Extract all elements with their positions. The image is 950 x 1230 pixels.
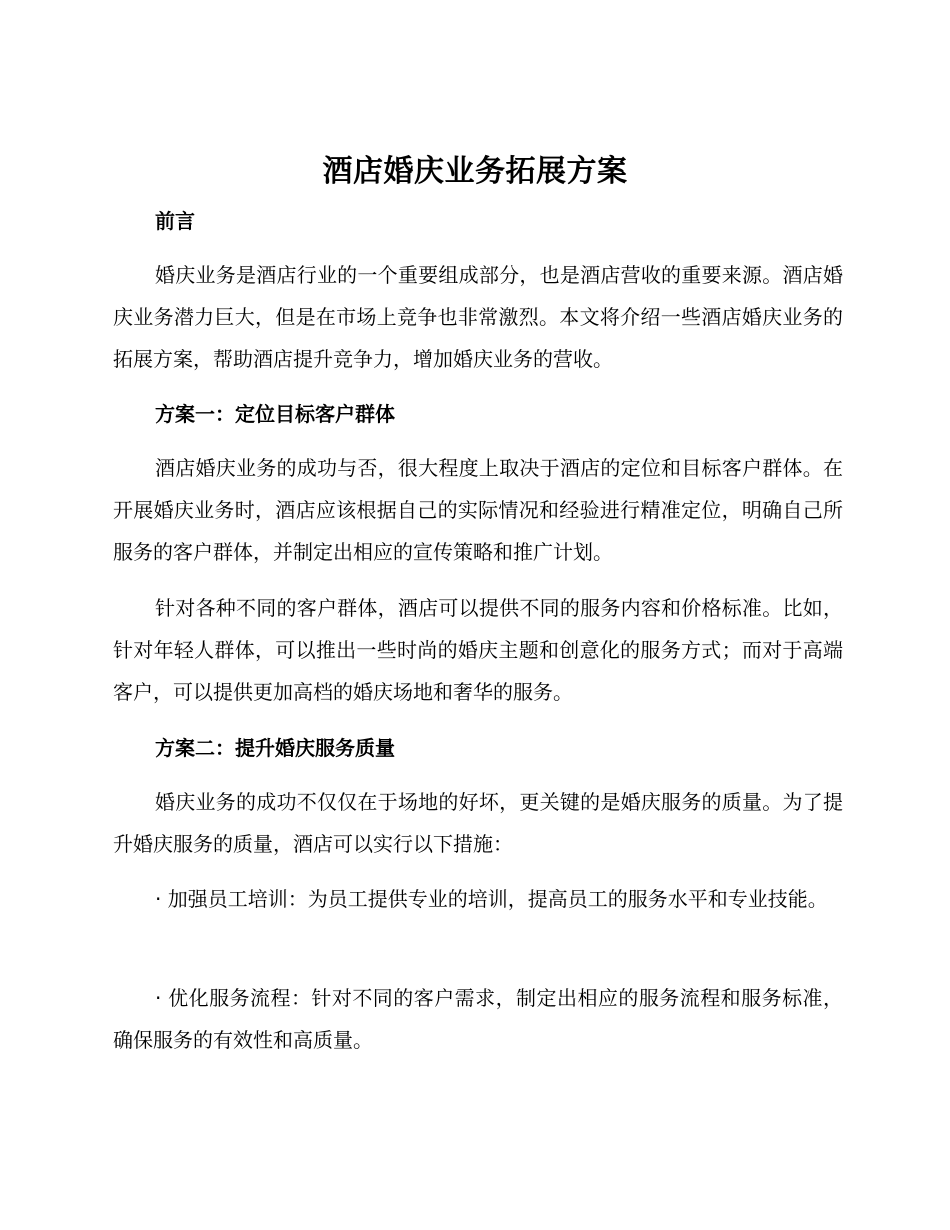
section-heading-plan-two: 方案二：提升婚庆服务质量 — [155, 736, 395, 760]
paragraph-plan-one-1: 酒店婚庆业务的成功与否，很大程度上取决于酒店的定位和目标客户群体。在开展婚庆业务时，酒店应该根据自己的实际情况和经验进行精准定位，明确自己所服务的客户群体，并制定出相应的宣传策略和推广计划。 — [113, 456, 843, 564]
section-heading-plan-one: 方案一：定位目标客户群体 — [155, 402, 395, 426]
document-title: 酒店婚庆业务拓展方案 — [322, 154, 628, 189]
bullet-item-staff-training: · 加强员工培训：为员工提供专业的培训，提高员工的服务水平和专业技能。 — [155, 887, 828, 911]
bullet-item-service-process: · 优化服务流程：针对不同的客户需求，制定出相应的服务流程和服务标准，确保服务的有效性和高质量。 — [113, 986, 843, 1052]
paragraph-preface: 婚庆业务是酒店行业的一个重要组成部分，也是酒店营收的重要来源。酒店婚庆业务潜力巨大，但是在市场上竞争也非常激烈。本文将介绍一些酒店婚庆业务的拓展方案，帮助酒店提升竞争力，增加婚庆业务的营收。 — [113, 263, 843, 371]
paragraph-plan-one-2: 针对各种不同的客户群体，酒店可以提供不同的服务内容和价格标准。比如，针对年轻人群体，可以推出一些时尚的婚庆主题和创意化的服务方式；而对于高端客户，可以提供更加高档的婚庆场地和奢华的服务。 — [113, 596, 843, 704]
section-heading-preface: 前言 — [155, 209, 195, 233]
paragraph-plan-two-1: 婚庆业务的成功不仅仅在于场地的好坏，更关键的是婚庆服务的质量。为了提升婚庆服务的质量，酒店可以实行以下措施： — [113, 790, 843, 856]
